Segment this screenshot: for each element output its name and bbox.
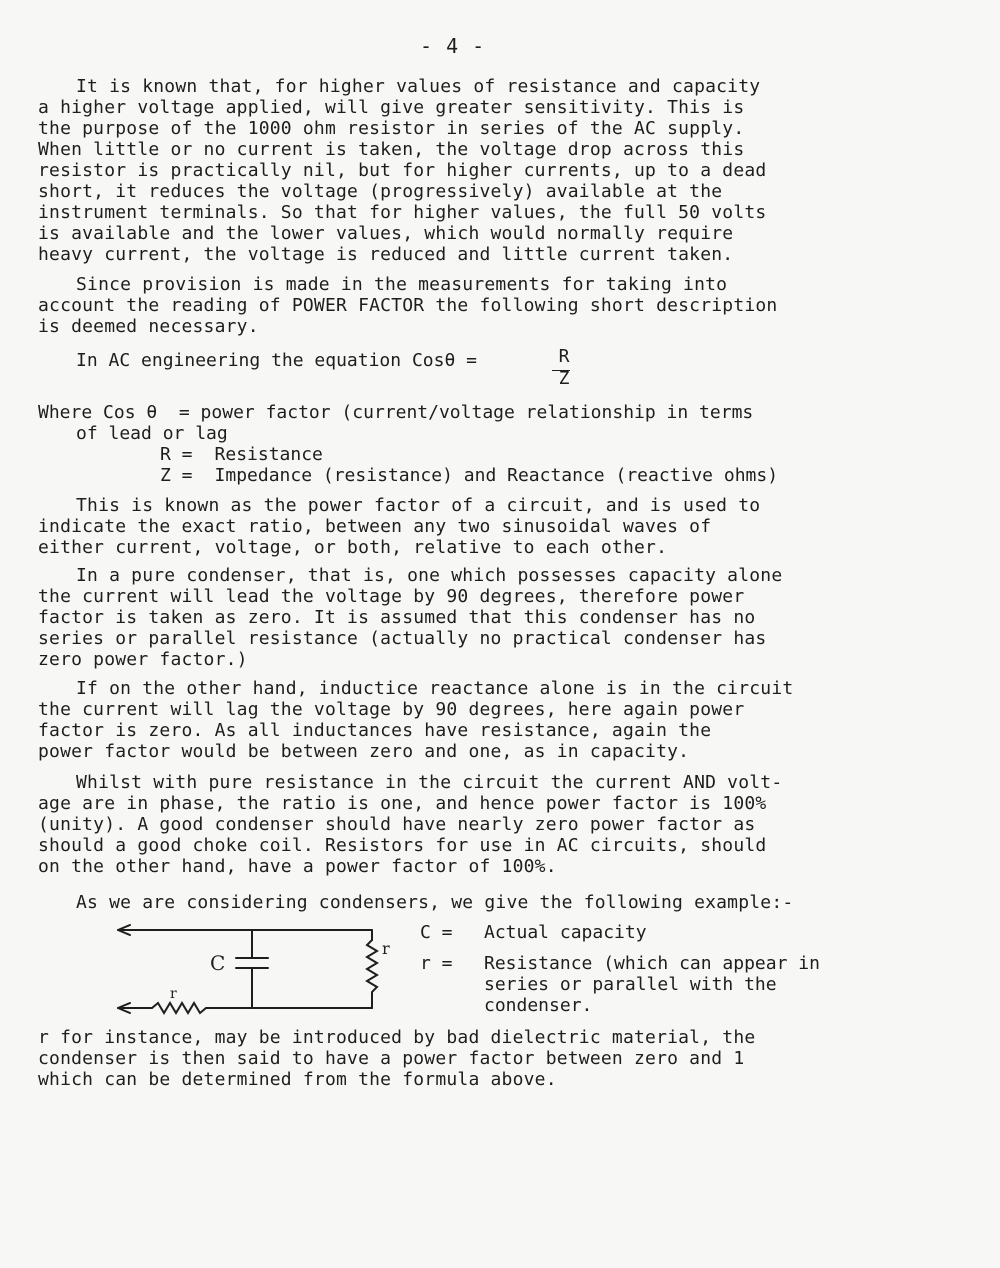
cap-label: C [210,951,226,975]
text-line: a higher voltage applied, will give greater sensitivity. This is [38,97,745,118]
text-line: condenser. [484,995,593,1016]
text-line: It is known that, for higher values of resistance and capacity [76,76,761,97]
legend-row-r [420,953,890,1016]
text-line: This is known as the power factor of a circuit, and is used to [76,495,761,516]
definition-r [38,444,898,465]
paragraph-example-intro [38,892,898,913]
text-line: Whilst with pure resistance in the circuit the current AND volt- [76,772,783,793]
paragraph-inductive-reactance [38,678,898,762]
text-line: factor is zero. As all inductances have resistance, again the [38,720,712,741]
series-resistor [152,1003,232,1013]
text-line: should a good choke coil. Resistors for use in AC circuits, should [38,835,767,856]
text-line: r for instance, may be introduced by bad dielectric material, the [38,1027,756,1048]
power-factor-equation [76,350,596,398]
definitions [38,402,898,486]
text-line: the purpose of the 1000 ohm resistor in series of the AC supply. [38,118,745,139]
circuit-schematic [112,918,402,1018]
definition-cos-cont: of lead or lag [76,423,228,444]
legend-c-symbol: C = [420,922,453,943]
text-line: which can be determined from the formula above. [38,1069,557,1090]
definition-z [38,465,898,486]
text-line: is deemed necessary. [38,316,259,337]
paragraph-power-factor-intro [38,274,898,337]
text-line: on the other hand, have a power factor of 100%. [38,856,557,877]
fraction-denominator: Z [558,368,570,389]
text-line: When little or no current is taken, the voltage drop across this [38,139,745,160]
text-line: short, it reduces the voltage (progressively) available at the [38,181,723,202]
text-line: instrument terminals. So that for higher values, the full 50 volts [38,202,767,223]
text-line: factor is taken as zero. It is assumed that this condenser has no [38,607,756,628]
equation-lead: In AC engineering the equation Cosθ = [76,350,477,371]
paragraph-dielectric [38,1027,898,1090]
text-line: If on the other hand, inductice reactance alone is in the circuit [76,678,794,699]
definition-z-symbol: Z = [160,465,193,486]
text-line: heavy current, the voltage is reduced and little current taken. [38,244,734,265]
text-line: series or parallel resistance (actually no practical condenser has [38,628,767,649]
text-line: As we are considering condensers, we give the following example:- [76,892,794,913]
text-line: the current will lag the voltage by 90 degrees, here again power [38,699,745,720]
text-line: series or parallel with the [484,974,777,995]
legend-c-desc: Actual capacity [484,922,647,943]
definition-r-text: Resistance [214,444,323,465]
text-line: power factor would be between zero and one, as in capacity. [38,741,690,762]
circuit-diagram [112,918,402,1018]
text-line: either current, voltage, or both, relative to each other. [38,537,668,558]
series-res-label: r [170,986,177,1002]
definition-r-symbol: R = [160,444,193,465]
paragraph-pure-condenser [38,565,898,670]
text-line: In a pure condenser, that is, one which possesses capacity alone [76,565,783,586]
text-line: is available and the lower values, which would normally require [38,223,734,244]
parallel-resistor [367,940,377,1008]
text-line: resistor is practically nil, but for higher currents, up to a dead [38,160,767,181]
paragraph-power-factor-definition [38,495,898,558]
text-line: Resistance (which can appear in [484,953,820,974]
circuit-legend [420,922,890,1016]
paragraph-sensitivity [38,76,898,265]
text-line: (unity). A good condenser should have nearly zero power factor as [38,814,756,835]
fraction-numerator: R [558,346,570,367]
text-line: condenser is then said to have a power factor between zero and 1 [38,1048,745,1069]
fraction-bar [552,370,570,371]
text-line: the current will lead the voltage by 90 degrees, therefore power [38,586,745,607]
legend-row-c [420,922,890,943]
text-line: account the reading of POWER FACTOR the following short description [38,295,778,316]
equation-fraction [554,346,574,390]
legend-r-symbol: r = [420,953,453,974]
definition-z-text: Impedance (resistance) and Reactance (reactive ohms) [214,465,779,486]
legend-r-desc [484,953,890,1016]
page-number: - 4 - [420,34,486,58]
text-line: age are in phase, the ratio is one, and hence power factor is 100% [38,793,767,814]
text-line: indicate the exact ratio, between any two sinusoidal waves of [38,516,712,537]
parallel-res-label: r [382,939,390,958]
text-line: zero power factor.) [38,649,248,670]
paragraph-pure-resistance [38,772,898,877]
text-line: Since provision is made in the measurements for taking into [76,274,728,295]
definition-cos: Where Cos θ = power factor (current/voltage relationship in terms [38,402,754,423]
